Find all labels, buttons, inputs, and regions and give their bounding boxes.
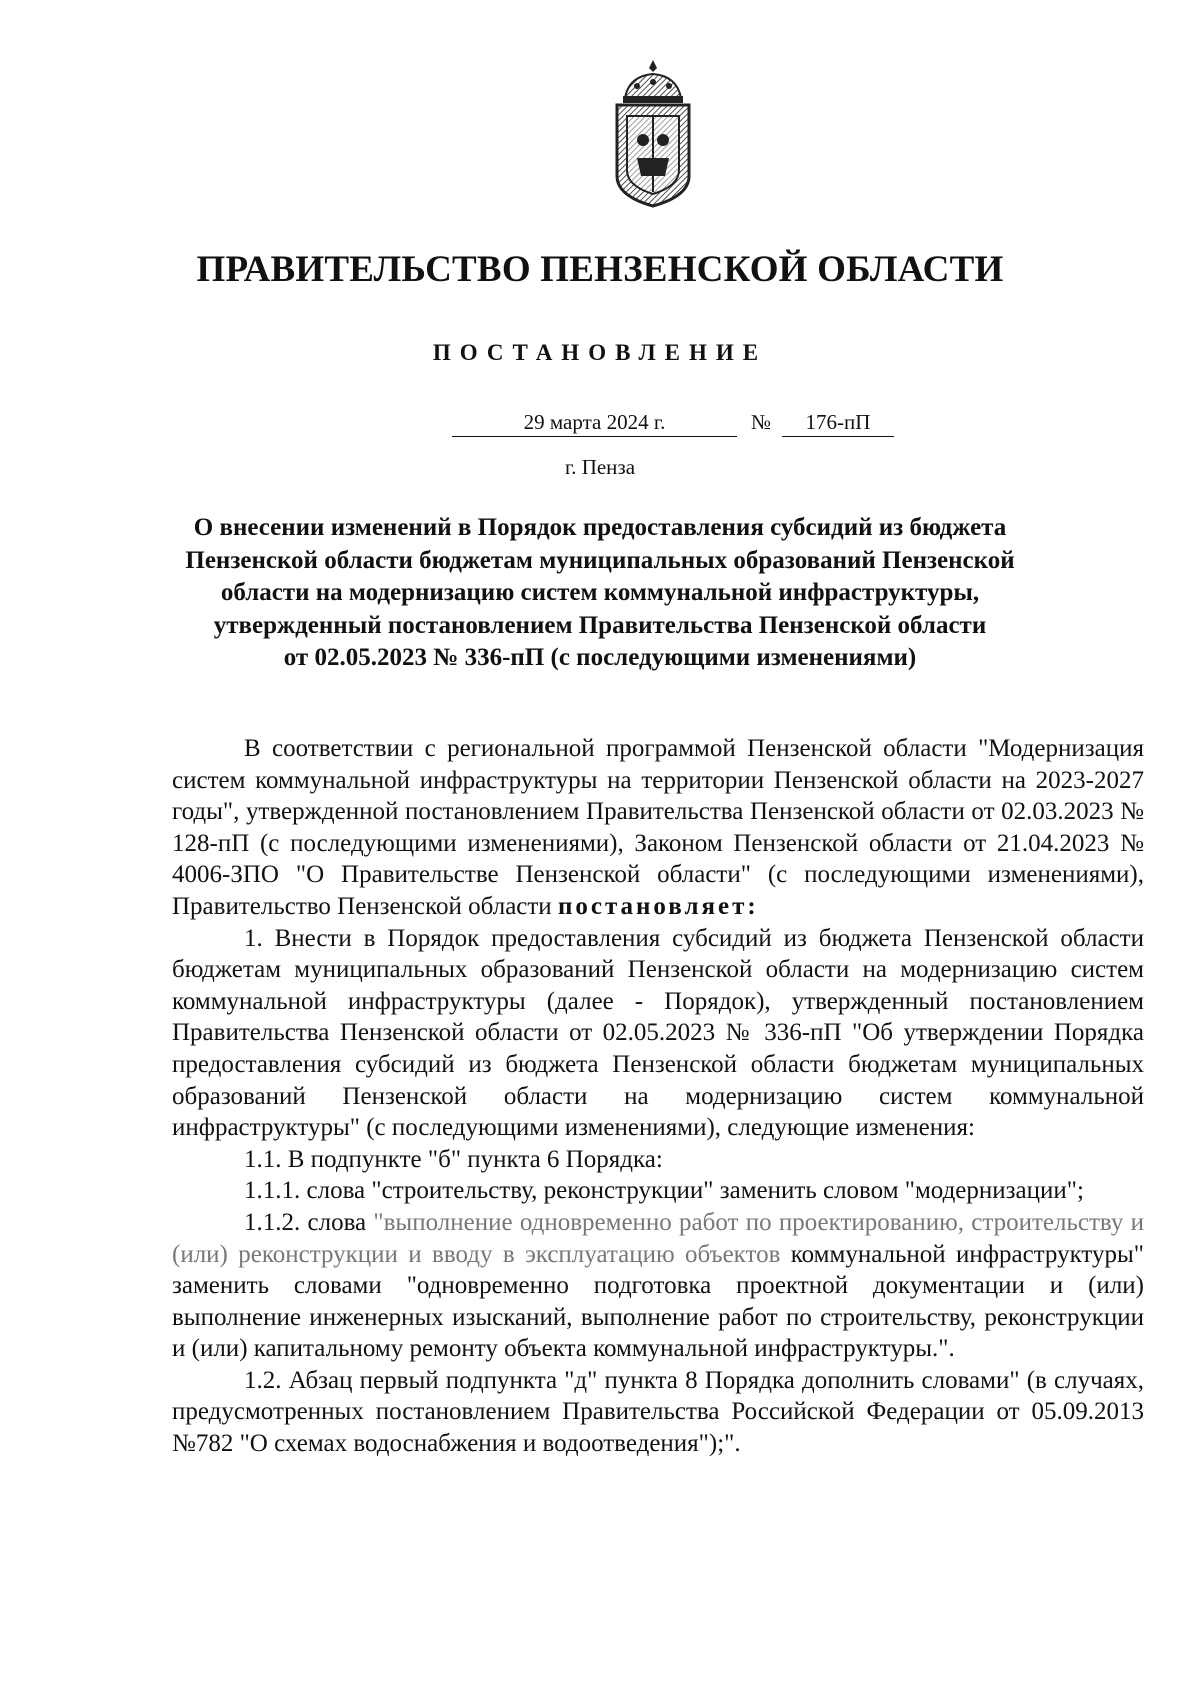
paragraph-1-1: 1.1. В подпункте "б" пункта 6 Порядка: [244,1145,663,1173]
document-city: г. Пенза [564,455,636,479]
paragraph-1-2: 1.2. Абзац первый подпункта "д" пункта 8 Порядка дополнить словами" (в случаях, предусмотренных постановлением Правительства Российской Федерации от 05.09.2013 №782 "О схемах водоснабжения и водоотведения");". [172,1366,1144,1458]
document-date: 29 марта 2024 г. [452,410,737,437]
resolves-word: постановляет: [557,892,759,920]
paragraph-1-1-1: 1.1.1. слова "строительству, реконструкции" заменить словом "модернизации"; [244,1177,1084,1205]
title-line: утвержденный постановлением Правительства Пензенской области [213,611,987,639]
paragraph-1-1-2 [172,1207,1144,1365]
document-number: 176-пП [782,410,894,437]
organization-name: ПРАВИТЕЛЬСТВО ПЕНЗЕНСКОЙ ОБЛАСТИ [196,249,1004,290]
document-title [150,512,1050,675]
title-line: от 02.05.2023 № 336-пП (с последующими изменениями) [283,644,917,672]
intro-paragraph [172,733,1144,923]
paragraph-1-1-2-faded-text: "выполнение одновременно работ по проектированию, строительству и (или) реконструкции и вводу в эксплуатацию объектов [172,1208,1144,1268]
coat-of-arms-icon [607,58,699,208]
intro-text: В соответствии с региональной программой Пензенской области "Модернизация систем коммунальной инфраструктуры на территории Пензенской области на 2023-2027 годы", утвержденной постановлением Правительства Пензенской области от 02.03.2023 № 128-пП (с последующими изменениями), Законом Пензенской области от 21.04.2023 № 4006-ЗПО "О Правительстве Пензенской области" (с последующими изменениями), Правительство Пензенской области [172,735,1144,920]
paragraph-1-1-2-text: коммунальной инфраструктуры" заменить словами "одновременно подготовка проектной документации и (или) выполнение инженерных изысканий, выполнение работ по строительству, реконструкции и (или) капитальному ремонту объекта коммунальной инфраструктуры.". [172,1240,1145,1363]
title-line: области на модернизацию систем коммунальной инфраструктуры, [220,579,980,607]
title-line: Пензенской области бюджетам муниципальных образований Пензенской [185,546,1015,574]
document-type: ПОСТАНОВЛЕНИЕ [432,340,768,365]
paragraph-1-1-2-number: 1.1.2. слова [244,1208,367,1236]
paragraph-1: 1. Внести в Порядок предоставления субсидий из бюджета Пензенской области бюджетам муниципальных образований Пензенской области на модернизацию систем коммунальной инфраструктуры (далее - Порядок), утвержденный постановлением Правительства Пензенской области от 02.05.2023 № 336-пП "Об утверждении Порядка предоставления субсидий из бюджета Пензенской области бюджетам муниципальных образований Пензенской области на модернизацию систем коммунальной инфраструктуры" (с последующими изменениями), следующие изменения: [172,924,1144,1142]
document-body [172,733,1144,1460]
number-sign: № [751,410,772,434]
title-line: О внесении изменений в Порядок предоставления субсидий из бюджета [193,514,1007,541]
